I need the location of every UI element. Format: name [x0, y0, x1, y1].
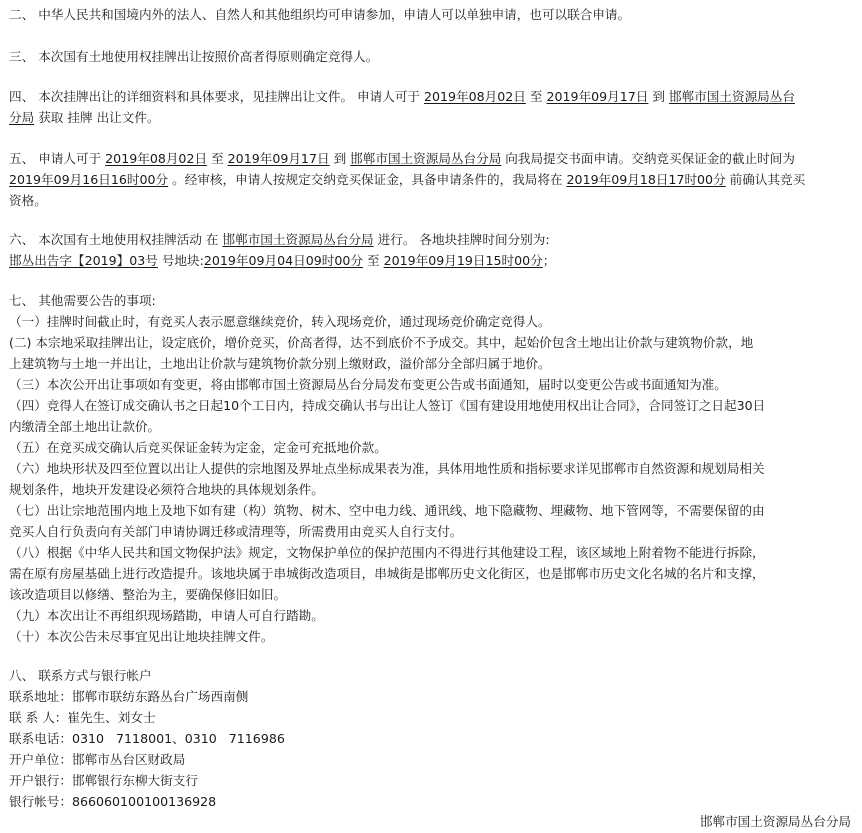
section-6-intro: 六、 本次国有土地使用权挂牌活动 在	[9, 232, 223, 247]
issuer-signature: 邯郸市国土资源局丛台分局	[699, 814, 851, 829]
section-4-to-place: 到	[648, 89, 670, 104]
section-5-intro: 五、 申请人可于	[9, 151, 106, 166]
section-7-item-1: （一）挂牌时间截止时，有竞买人表示愿意继续竞价，转入现场竞价，通过现场竞价确定竞得人。	[9, 314, 551, 329]
section-2	[9, 4, 855, 25]
section-7	[9, 290, 855, 647]
section-4-org: 邯郸市国土资源局丛台	[669, 89, 795, 104]
section-4-line-1	[9, 86, 855, 107]
section-4-line-2	[9, 107, 855, 128]
section-6-line-1	[9, 229, 855, 250]
section-3	[9, 46, 855, 67]
contact-person: 联 系 人：崔先生、刘女士	[9, 710, 156, 725]
section-8-title: 八、 联系方式与银行帐户	[9, 668, 152, 683]
section-7-item-3: （三）本次公开出让事项如有变更，将由邯郸市国土资源局丛台分局发布变更公告或书面通知，届时以变更公告或书面通知为准。	[9, 377, 727, 392]
contact-address: 联系地址：邯郸市联纺东路丛台广场西南侧	[9, 689, 249, 704]
section-5-deadline: 2019年09月16日16时00分	[9, 172, 169, 187]
section-6-line-2	[9, 250, 855, 271]
section-6-to: 至	[362, 253, 384, 268]
section-5-line-2	[9, 169, 855, 190]
section-6-end-time: 2019年09月19日15时00分	[383, 253, 543, 268]
section-7-item-4: （四）竞得人在签订成交确认书之日起10个工日内，持成交确认书与出让人签订《国有建设用地使用权出让合同》，合同签订之日起30日	[9, 398, 766, 413]
section-7-item-8-cont-2: 该改造项目以修缮、整治为主，要确保修旧如旧。	[9, 587, 287, 602]
section-5-line-1	[9, 148, 855, 169]
section-7-item-8: （八）根据《中华人民共和国文物保护法》规定，文物保护单位的保护范围内不得进行其他建设工程，该区域地上附着物不能进行拆除，	[9, 545, 765, 560]
section-5-confirm-time: 2019年09月18日17时00分	[566, 172, 726, 187]
section-5	[9, 148, 855, 211]
section-5-to: 至	[207, 151, 228, 166]
section-4	[9, 86, 855, 128]
section-7-item-5: （五）在竞买成交确认后竞买保证金转为定金，定金可充抵地价款。	[9, 440, 387, 455]
section-6-start-time: 2019年09月04日09时00分	[203, 253, 363, 268]
section-7-item-7: （七）出让宗地范围内地上及地下如有建（构）筑物、树木、空中电力线、通讯线、地下隐藏物、埋藏物、地下管网等，不需要保留的由	[9, 503, 765, 518]
section-6-outro: 进行。 各地块挂牌时间分别为:	[373, 232, 550, 247]
section-4-start-date: 2019年08月02日	[424, 89, 526, 104]
section-7-title: 七、 其他需要公告的事项:	[9, 293, 156, 308]
section-7-item-8-cont-1: 需在原有房屋基础上进行改造提升。该地块属于串城街改造项目，串城街是邯郸历史文化街区，也是邯郸市历史文化名城的名片和支撑，	[9, 566, 765, 581]
section-4-outro: 获取 挂牌 出让文件。	[34, 110, 160, 125]
section-3-text: 三、 本次国有土地使用权挂牌出让按照价高者得原则确定竞得人。	[9, 49, 379, 64]
section-5-to-place: 到	[329, 151, 351, 166]
section-6-plot-number: 邯丛出告字【2019】03号	[9, 253, 158, 268]
section-4-end-date: 2019年09月17日	[546, 89, 649, 104]
account-unit: 开户单位：邯郸市丛台区财政局	[9, 752, 186, 767]
section-7-item-10: （十）本次公告未尽事宜见出让地块挂牌文件。	[9, 629, 274, 644]
section-7-item-6: （六）地块形状及四至位置以出让人提供的宗地图及界址点坐标成果表为准，具体用地性质和指标要求详见邯郸市自然资源和规划局相关	[9, 461, 765, 476]
section-6-plot-label: 号地块:	[157, 253, 204, 268]
section-4-intro: 四、 本次挂牌出让的详细资料和具体要求，见挂牌出让文件。 申请人可于	[9, 89, 425, 104]
section-7-item-9: （九）本次出让不再组织现场踏勘，申请人可自行踏勘。	[9, 608, 324, 623]
section-7-item-6-cont: 规划条件，地块开发建设必须符合地块的具体规划条件。	[9, 482, 324, 497]
section-5-start-date: 2019年08月02日	[105, 151, 208, 166]
section-6-tail: ；	[542, 253, 556, 268]
account-number: 银行帐号：866060100100136928	[9, 794, 217, 809]
section-5-line-3: 资格。	[9, 193, 47, 208]
section-5-end-date: 2019年09月17日	[227, 151, 330, 166]
section-5-org: 邯郸市国土资源局丛台分局	[350, 151, 502, 166]
account-bank: 开户银行：邯郸银行东柳大街支行	[9, 773, 198, 788]
section-7-item-4-cont: 内缴清全部土地出让款价。	[9, 419, 161, 434]
section-6	[9, 229, 855, 271]
section-5-review-text: 。经审核，申请人按规定交纳竞买保证金，具备申请条件的，我局将在	[168, 172, 567, 187]
section-7-item-2-cont: 上建筑物与土地一并出让，土地出让价款与建筑物价款分别上缴财政，溢价部分全部归属于地价。	[9, 356, 551, 371]
contact-phone: 联系电话：0310 7118001、0310 7116986	[9, 731, 285, 746]
section-5-confirm-text: 前确认其竞买	[725, 172, 806, 187]
section-7-item-2: (二) 本宗地采取挂牌出让，设定底价，增价竞买，价高者得，达不到底价不予成交。其中，起始价包含土地出让价款与建筑物价款，地	[9, 335, 754, 350]
section-4-to: 至	[525, 89, 547, 104]
section-8	[9, 665, 855, 812]
section-4-org-cont: 分局	[9, 110, 35, 125]
section-2-text: 二、 中华人民共和国境内外的法人、自然人和其他组织均可申请参加，申请人可以单独申请，也可以联合申请。	[9, 7, 631, 22]
section-5-deposit-text: 向我局提交书面申请。交纳竞买保证金的截止时间为	[501, 151, 795, 166]
section-6-org: 邯郸市国土资源局丛台分局	[222, 232, 374, 247]
section-7-item-7-cont: 竞买人自行负责向有关部门申请协调迁移或清理等，所需费用由竞买人自行支付。	[9, 524, 463, 539]
